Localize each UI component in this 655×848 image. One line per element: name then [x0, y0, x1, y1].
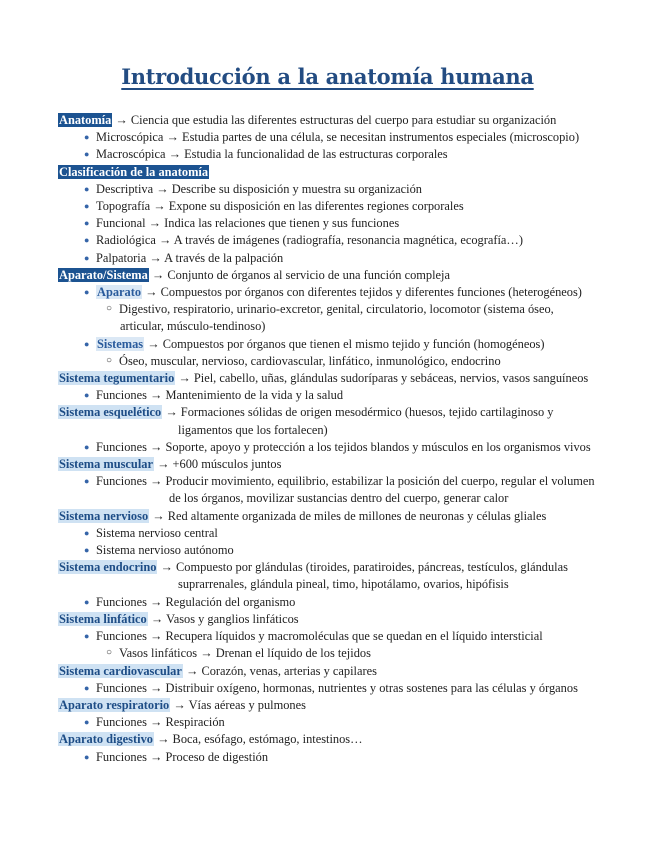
- line-text: → Red altamente organizada de miles de millones de neuronas y células gliales: [149, 508, 547, 523]
- highlighted-term: Sistemas: [97, 336, 144, 351]
- line-text: Digestivo, respiratorio, urinario-excretor, genital, circulatorio, locomotor (sistema óseo,: [119, 302, 554, 317]
- continuation-line: [58, 490, 628, 507]
- line-text: Funciones → Proceso de digestión: [96, 749, 269, 764]
- line-text: suprarrenales, glándula pineal, timo, hipotálamo, ovarios, hipófisis: [178, 577, 509, 592]
- bullet-dot-icon: ●: [84, 545, 90, 556]
- line-text: → Formaciones sólidas de origen mesodérmico (huesos, tejido cartilaginoso y: [162, 405, 554, 420]
- bullet-item: [58, 714, 628, 731]
- highlighted-term: Sistema nervioso: [59, 508, 149, 523]
- bullet-item: [58, 129, 628, 146]
- line-text: Funciones → Recupera líquidos y macromoléculas que se quedan en el líquido intersticial: [96, 629, 543, 644]
- sub-bullet-item: [58, 301, 628, 318]
- line-text: → Piel, cabello, uñas, glándulas sudoríparas y sebáceas, nervios, vasos sanguíneos: [175, 371, 589, 386]
- highlighted-term: Aparato respiratorio: [59, 697, 170, 712]
- line-text: Óseo, muscular, nervioso, cardiovascular, linfático, inmunológico, endocrino: [119, 353, 501, 368]
- line-text: Funciones → Regulación del organismo: [96, 594, 296, 609]
- section-heading-line: [58, 611, 628, 628]
- highlighted-term: Sistema muscular: [59, 457, 153, 472]
- bullet-dot-icon: ●: [84, 682, 90, 693]
- highlighted-term: Sistema linfático: [59, 611, 147, 626]
- line-text: → Ciencia que estudia las diferentes estructuras del cuerpo para estudiar su organización: [112, 113, 557, 127]
- highlighted-term: Sistema esquelético: [59, 405, 162, 420]
- bullet-item: [58, 181, 628, 198]
- highlighted-term: Aparato: [97, 285, 142, 300]
- highlighted-term: Sistema tegumentario: [59, 371, 175, 386]
- bullet-dot-icon: ●: [84, 631, 90, 642]
- line-text: Funciones → Producir movimiento, equilibrio, estabilizar la posición del cuerpo, regular el volumen: [96, 474, 595, 489]
- line-text: Topografía → Expone su disposición en las diferentes regiones corporales: [96, 199, 464, 214]
- line-text: → Vasos y ganglios linfáticos: [147, 611, 299, 626]
- bullet-dot-icon: ●: [84, 476, 90, 487]
- sub-bullet-item: [58, 645, 628, 662]
- bullet-dot-icon: ●: [84, 252, 90, 263]
- continuation-line: [58, 318, 628, 335]
- line-text: Funciones → Soporte, apoyo y protección a los tejidos blandos y músculos en los organismos vivos: [96, 439, 591, 454]
- highlighted-term: Sistema endocrino: [59, 560, 157, 575]
- line-text: de los órganos, movilizar sustancias dentro del cuerpo, generar calor: [169, 491, 509, 506]
- bullet-dot-icon: ●: [84, 149, 90, 160]
- sub-bullet-item: [58, 353, 628, 370]
- section-heading-line: [58, 164, 628, 181]
- page-title: Introducción a la anatomía humana: [121, 64, 534, 89]
- bullet-dot-icon: ●: [84, 390, 90, 401]
- bullet-dot-icon: ●: [84, 596, 90, 607]
- bullet-dot-icon: ●: [84, 527, 90, 538]
- bullet-dot-icon: ●: [84, 338, 90, 349]
- section-heading-line: [58, 697, 628, 714]
- section-heading-line: [58, 370, 628, 387]
- line-text: ligamentos que los fortalecen): [178, 422, 328, 437]
- bullet-item: [58, 215, 628, 232]
- bullet-item: [58, 250, 628, 267]
- bullet-dot-icon: ●: [84, 717, 90, 728]
- bullet-item: [58, 198, 628, 215]
- notes-body: [58, 112, 628, 766]
- line-text: → Vías aéreas y pulmones: [170, 697, 306, 712]
- highlighted-term: Aparato digestivo: [59, 732, 153, 747]
- line-text: articular, músculo-tendinoso): [120, 319, 266, 334]
- highlighted-term: Anatomía: [59, 113, 112, 127]
- section-heading-line: [58, 731, 628, 748]
- hollow-bullet-icon: ○: [106, 303, 113, 315]
- highlighted-term: Aparato/Sistema: [59, 267, 148, 282]
- line-text: → Compuestos por órganos que tienen el mismo tejido y función (homogéneos): [144, 336, 545, 351]
- line-text: Palpatoria → A través de la palpación: [96, 250, 284, 265]
- bullet-dot-icon: ●: [84, 218, 90, 229]
- bullet-item: [58, 232, 628, 249]
- line-text: Funciones → Respiración: [96, 715, 225, 730]
- section-heading-line: [58, 112, 628, 129]
- line-text: Macroscópica → Estudia la funcionalidad de las estructuras corporales: [96, 147, 448, 162]
- section-heading-line: [58, 456, 628, 473]
- bullet-item: [58, 473, 628, 490]
- line-text: Funcional → Indica las relaciones que tienen y sus funciones: [96, 216, 400, 231]
- bullet-item: [58, 439, 628, 456]
- bullet-item: [58, 594, 628, 611]
- highlighted-term: Sistema cardiovascular: [59, 663, 182, 678]
- line-text: → Compuestos por órganos con diferentes tejidos y diferentes funciones (heterogéneos): [142, 285, 582, 300]
- bullet-dot-icon: ●: [84, 132, 90, 143]
- bullet-dot-icon: ●: [84, 183, 90, 194]
- bullet-dot-icon: ●: [84, 201, 90, 212]
- highlighted-term: Clasificación de la anatomía: [59, 164, 209, 179]
- bullet-dot-icon: ●: [84, 235, 90, 246]
- line-text: → +600 músculos juntos: [153, 457, 282, 472]
- line-text: Sistema nervioso autónomo: [96, 543, 234, 558]
- bullet-dot-icon: ●: [84, 287, 90, 298]
- bullet-dot-icon: ●: [84, 441, 90, 452]
- bullet-item: [58, 146, 628, 163]
- section-heading-line: [58, 508, 628, 525]
- section-heading-line: [58, 663, 628, 680]
- line-text: Sistema nervioso central: [96, 525, 218, 540]
- section-heading-line: [58, 404, 628, 421]
- line-text: Descriptiva → Describe su disposición y muestra su organización: [96, 181, 422, 196]
- bullet-dot-icon: ●: [84, 751, 90, 762]
- section-heading-line: [58, 267, 628, 284]
- bullet-item: [58, 336, 628, 353]
- line-text: Vasos linfáticos → Drenan el líquido de los tejidos: [119, 646, 371, 661]
- section-heading-line: [58, 559, 628, 576]
- bullet-item: [58, 628, 628, 645]
- hollow-bullet-icon: ○: [106, 647, 113, 659]
- line-text: Microscópica → Estudia partes de una célula, se necesitan instrumentos especiales (microscopio): [96, 130, 580, 145]
- bullet-item: [58, 542, 628, 559]
- line-text: Funciones → Mantenimiento de la vida y la salud: [96, 388, 344, 403]
- bullet-item: [58, 284, 628, 301]
- line-text: Radiológica → A través de imágenes (radiografía, resonancia magnética, ecografía…): [96, 233, 523, 248]
- line-text: → Corazón, venas, arterias y capilares: [182, 663, 377, 678]
- continuation-line: [58, 422, 628, 439]
- line-text: → Boca, esófago, estómago, intestinos…: [153, 732, 363, 747]
- bullet-item: [58, 680, 628, 697]
- line-text: → Conjunto de órganos al servicio de una función compleja: [148, 267, 451, 282]
- line-text: → Compuesto por glándulas (tiroides, paratiroides, páncreas, testículos, glándulas: [157, 560, 568, 575]
- line-text: Funciones → Distribuir oxígeno, hormonas, nutrientes y otras sostenes para las células y órganos: [96, 680, 578, 695]
- hollow-bullet-icon: ○: [106, 354, 113, 366]
- continuation-line: [58, 576, 628, 593]
- bullet-item: [58, 525, 628, 542]
- bullet-item: [58, 749, 628, 766]
- bullet-item: [58, 387, 628, 404]
